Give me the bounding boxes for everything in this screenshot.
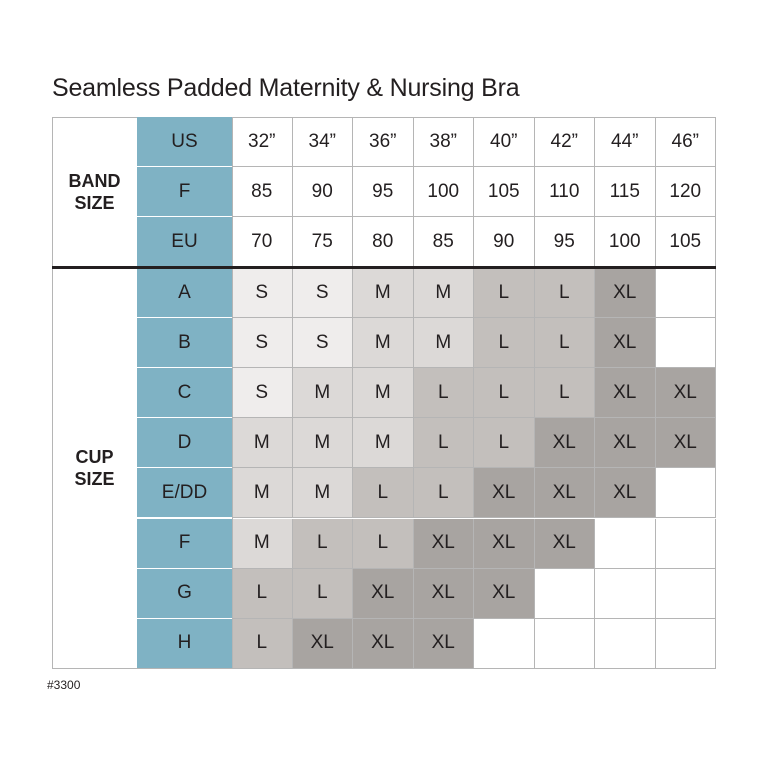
garment-size-cell: L bbox=[353, 468, 414, 518]
garment-size-cell: L bbox=[414, 468, 475, 518]
garment-size-cell: M bbox=[232, 468, 293, 518]
garment-size-cell bbox=[535, 569, 596, 619]
cup-row-label: A bbox=[137, 268, 232, 318]
band-size-cell: 95 bbox=[353, 167, 414, 217]
garment-size-cell: L bbox=[293, 519, 354, 569]
garment-size-cell: S bbox=[232, 268, 293, 318]
band-size-cell: 100 bbox=[414, 167, 475, 217]
band-size-cell: 90 bbox=[293, 167, 354, 217]
garment-size-cell bbox=[656, 268, 717, 318]
section-divider bbox=[52, 266, 716, 269]
cup-size-label-line: SIZE bbox=[74, 469, 115, 490]
table-bottom-border bbox=[52, 668, 716, 669]
garment-size-cell: XL bbox=[414, 569, 475, 619]
band-size-cell: 115 bbox=[595, 167, 656, 217]
garment-size-cell: L bbox=[474, 368, 535, 418]
garment-size-cell: M bbox=[414, 268, 475, 318]
band-size-cell: 105 bbox=[656, 217, 717, 267]
band-size-cell: 38” bbox=[414, 117, 475, 167]
band-size-cell: 36” bbox=[353, 117, 414, 167]
band-size-label bbox=[52, 170, 137, 214]
garment-size-cell: XL bbox=[595, 368, 656, 418]
garment-size-cell: XL bbox=[535, 418, 596, 468]
product-code: #3300 bbox=[47, 678, 81, 692]
garment-size-cell: M bbox=[293, 468, 354, 518]
band-size-cell: 120 bbox=[656, 167, 717, 217]
garment-size-cell: XL bbox=[595, 318, 656, 368]
cup-row-label: H bbox=[137, 619, 232, 669]
garment-size-cell: XL bbox=[293, 619, 354, 669]
garment-size-cell bbox=[595, 519, 656, 569]
band-size-cell: 42” bbox=[535, 117, 596, 167]
band-size-cell: 40” bbox=[474, 117, 535, 167]
garment-size-cell: L bbox=[353, 519, 414, 569]
band-size-cell: 44” bbox=[595, 117, 656, 167]
garment-size-cell: S bbox=[232, 318, 293, 368]
band-size-cell: 80 bbox=[353, 217, 414, 267]
band-size-cell: 95 bbox=[535, 217, 596, 267]
garment-size-cell: L bbox=[474, 318, 535, 368]
garment-size-cell: XL bbox=[656, 368, 717, 418]
cup-size-label-line: CUP bbox=[75, 447, 114, 468]
garment-size-cell: M bbox=[353, 268, 414, 318]
cup-row-label: B bbox=[137, 318, 232, 368]
garment-size-cell: L bbox=[535, 268, 596, 318]
garment-size-cell: S bbox=[232, 368, 293, 418]
garment-size-cell: M bbox=[232, 418, 293, 468]
garment-size-cell bbox=[656, 318, 717, 368]
band-size-cell: 70 bbox=[232, 217, 293, 267]
garment-size-cell: M bbox=[293, 418, 354, 468]
garment-size-cell: L bbox=[232, 569, 293, 619]
garment-size-cell: XL bbox=[353, 619, 414, 669]
garment-size-cell: M bbox=[353, 418, 414, 468]
garment-size-cell: L bbox=[535, 318, 596, 368]
garment-size-cell: M bbox=[353, 318, 414, 368]
garment-size-cell bbox=[595, 569, 656, 619]
garment-size-cell bbox=[595, 619, 656, 669]
garment-size-cell: M bbox=[353, 368, 414, 418]
garment-size-cell: XL bbox=[474, 468, 535, 518]
garment-size-cell bbox=[656, 619, 717, 669]
band-row-label: F bbox=[137, 167, 232, 217]
garment-size-cell bbox=[656, 519, 717, 569]
cup-row-label: D bbox=[137, 418, 232, 468]
band-size-cell: 85 bbox=[414, 217, 475, 267]
garment-size-cell: M bbox=[232, 519, 293, 569]
garment-size-cell: XL bbox=[656, 418, 717, 468]
garment-size-cell bbox=[474, 619, 535, 669]
band-size-cell: 100 bbox=[595, 217, 656, 267]
garment-size-cell: XL bbox=[474, 569, 535, 619]
garment-size-cell bbox=[535, 619, 596, 669]
garment-size-cell: XL bbox=[595, 418, 656, 468]
band-size-cell: 105 bbox=[474, 167, 535, 217]
garment-size-cell: S bbox=[293, 268, 354, 318]
band-size-label-line: BAND bbox=[68, 171, 121, 191]
cup-row-label: G bbox=[137, 569, 232, 619]
band-size-cell: 34” bbox=[293, 117, 354, 167]
garment-size-cell: XL bbox=[595, 268, 656, 318]
garment-size-cell: XL bbox=[414, 619, 475, 669]
band-size-cell: 90 bbox=[474, 217, 535, 267]
cup-size-label bbox=[52, 446, 137, 490]
band-size-cell: 110 bbox=[535, 167, 596, 217]
garment-size-cell: XL bbox=[535, 468, 596, 518]
band-size-cell: 46” bbox=[656, 117, 717, 167]
garment-size-cell: S bbox=[293, 318, 354, 368]
garment-size-cell bbox=[656, 468, 717, 518]
garment-size-cell: XL bbox=[414, 519, 475, 569]
garment-size-cell: XL bbox=[353, 569, 414, 619]
chart-title: Seamless Padded Maternity & Nursing Bra bbox=[52, 74, 520, 102]
band-size-cell: 32” bbox=[232, 117, 293, 167]
garment-size-cell: L bbox=[232, 619, 293, 669]
band-size-cell: 75 bbox=[293, 217, 354, 267]
garment-size-cell bbox=[656, 569, 717, 619]
garment-size-cell: L bbox=[474, 418, 535, 468]
band-row-label: EU bbox=[137, 217, 232, 267]
garment-size-cell: L bbox=[414, 368, 475, 418]
garment-size-cell: XL bbox=[474, 519, 535, 569]
cup-row-label: E/DD bbox=[137, 468, 232, 518]
band-size-cell: 85 bbox=[232, 167, 293, 217]
garment-size-cell: L bbox=[414, 418, 475, 468]
garment-size-cell: L bbox=[474, 268, 535, 318]
garment-size-cell: M bbox=[293, 368, 354, 418]
band-size-label-line: SIZE bbox=[74, 193, 115, 213]
garment-size-cell: XL bbox=[535, 519, 596, 569]
band-row-label: US bbox=[137, 117, 232, 167]
garment-size-cell: XL bbox=[595, 468, 656, 518]
value-area-left-border bbox=[232, 117, 233, 669]
garment-size-cell: L bbox=[293, 569, 354, 619]
garment-size-cell: L bbox=[535, 368, 596, 418]
garment-size-cell: M bbox=[414, 318, 475, 368]
cup-row-label: C bbox=[137, 368, 232, 418]
cup-row-label: F bbox=[137, 519, 232, 569]
